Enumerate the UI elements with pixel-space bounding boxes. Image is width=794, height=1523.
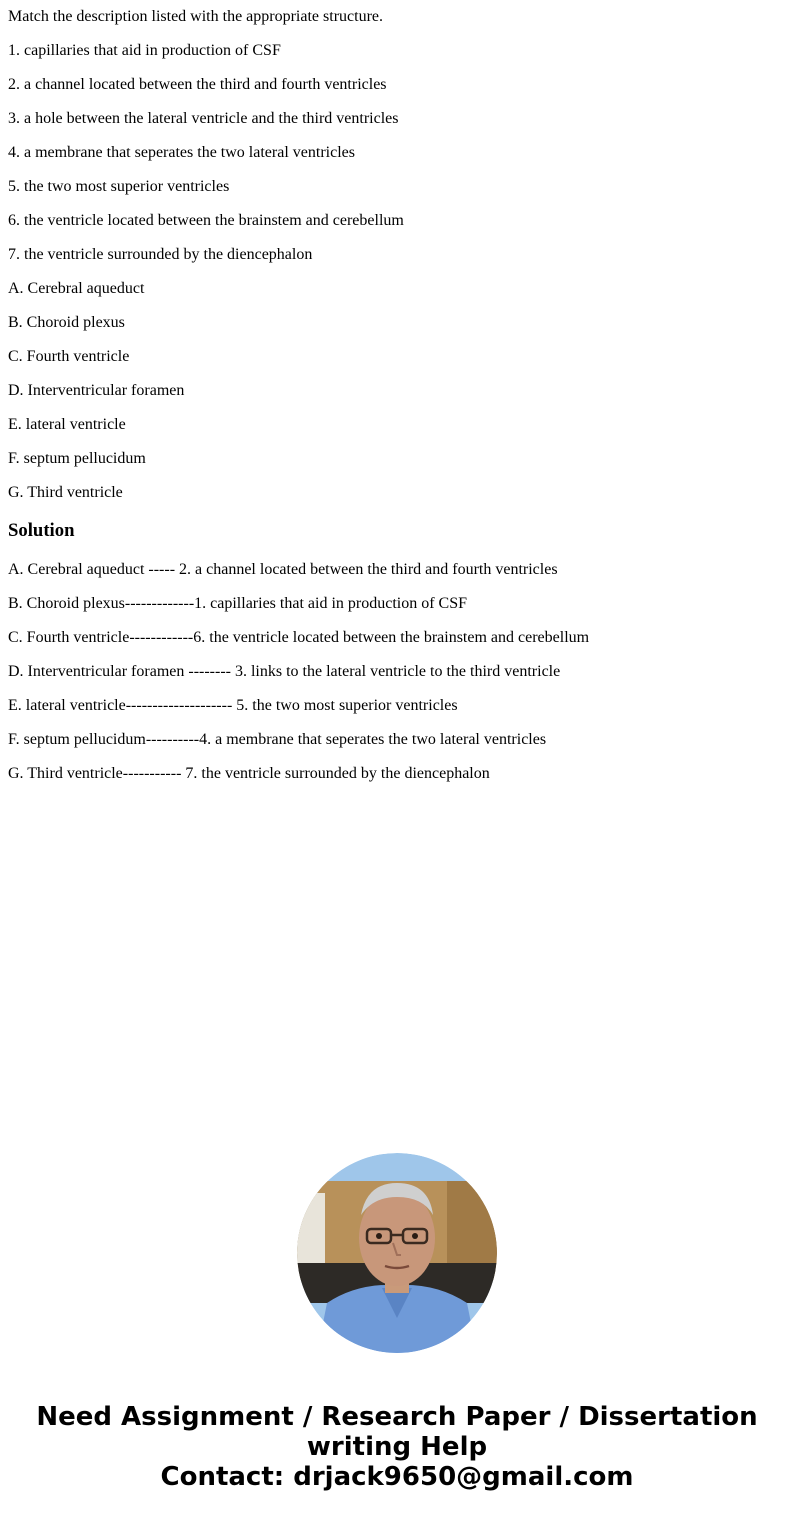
description-item: 6. the ventricle located between the brainstem and cerebellum <box>8 212 404 229</box>
answer-item: D. Interventricular foramen -------- 3. links to the lateral ventricle to the third ventricle <box>8 663 561 680</box>
structure-item: E. lateral ventricle <box>8 416 126 433</box>
structure-item: D. Interventricular foramen <box>8 382 185 399</box>
structure-item: A. Cerebral aqueduct <box>8 280 145 297</box>
answer-item: E. lateral ventricle-------------------- 5. the two most superior ventricles <box>8 697 458 714</box>
description-item: 2. a channel located between the third and fourth ventricles <box>8 76 387 93</box>
question-prompt: Match the description listed with the appropriate structure. <box>8 8 383 25</box>
answer-item: C. Fourth ventricle------------6. the ventricle located between the brainstem and cerebellum <box>8 629 590 646</box>
footer-contact-email: Contact: drjack9650@gmail.com <box>160 1462 634 1492</box>
footer-line: Need Assignment / Research Paper / Dissertation <box>36 1402 758 1432</box>
answer-item: B. Choroid plexus-------------1. capillaries that aid in production of CSF <box>8 595 467 612</box>
description-item: 1. capillaries that aid in production of CSF <box>8 42 281 59</box>
structure-item: C. Fourth ventricle <box>8 348 130 365</box>
structure-item: F. septum pellucidum <box>8 450 146 467</box>
answer-item: A. Cerebral aqueduct ----- 2. a channel located between the third and fourth ventricles <box>8 561 558 578</box>
structure-item: B. Choroid plexus <box>8 314 125 331</box>
answer-item: G. Third ventricle----------- 7. the ventricle surrounded by the diencephalon <box>8 765 490 782</box>
structure-item: G. Third ventricle <box>8 484 123 501</box>
footer-line: writing Help <box>306 1432 488 1462</box>
answer-item: F. septum pellucidum----------4. a membrane that seperates the two lateral ventricles <box>8 731 547 748</box>
description-item: 4. a membrane that seperates the two lateral ventricles <box>8 144 355 161</box>
tutor-portrait <box>297 1153 497 1353</box>
description-item: 7. the ventricle surrounded by the diencephalon <box>8 246 313 263</box>
solution-heading: Solution <box>8 520 75 541</box>
footer-contact <box>0 1402 794 1492</box>
tutor-avatar <box>297 1153 497 1353</box>
description-item: 3. a hole between the lateral ventricle and the third ventricles <box>8 110 399 127</box>
description-item: 5. the two most superior ventricles <box>8 178 230 195</box>
